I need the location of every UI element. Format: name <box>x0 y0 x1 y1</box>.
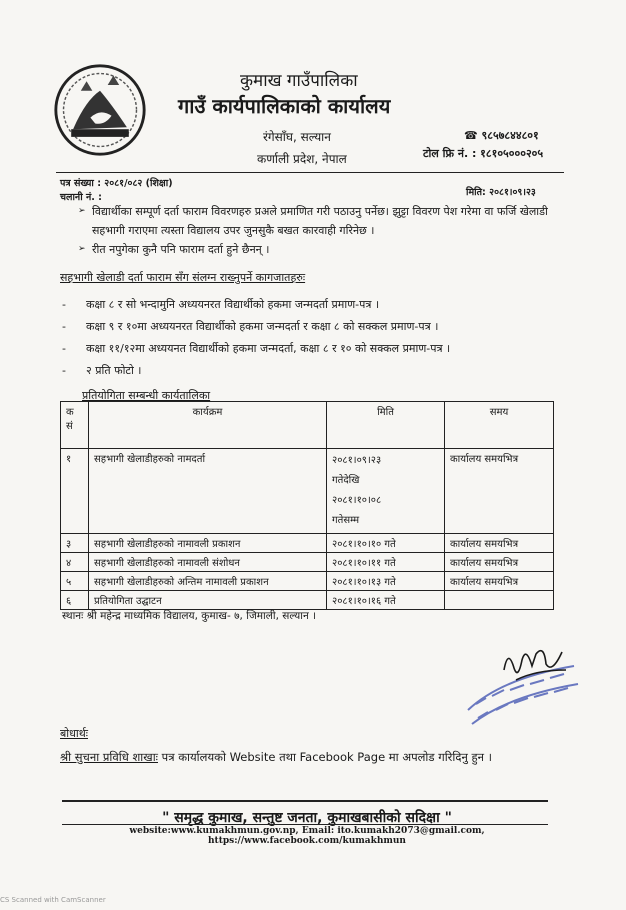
table-row: ५ सहभागी खेलाडीहरुको अन्तिम नामावली प्रकाशन २०८१।१०।१३ गते कार्यालय समयभित्र <box>61 572 554 591</box>
footer-divider-top <box>62 800 548 802</box>
venue-text: स्थानः श्री महेन्द्र माध्यमिक विद्यालय, कुमाख- ७, जिमाली, सल्यान । <box>62 610 317 622</box>
schedule-header-row <box>61 402 554 449</box>
table-row: ६ प्रतियोगिता उद्घाटन २०८१।१०।१६ गते <box>61 591 554 610</box>
documents-list <box>62 294 562 382</box>
date-header: मिति <box>327 402 445 449</box>
notice-text: पत्र कार्यालयको Website तथा Facebook Page मा अपलोड गरिदिनु हुन । <box>161 750 492 764</box>
government-emblem-logo <box>52 62 148 158</box>
toll-free-number: टोल फ्रि नं. : १८१०५०००२०५ <box>423 147 544 160</box>
arrow-bullet-icon: ➢ <box>78 206 86 216</box>
notice-recipient: श्री सुचना प्रविधि शाखाः <box>60 750 158 764</box>
footer-motto: " समृद्ध कुमाख, सन्तुष्ट जनता, कुमाखबासीको सदिक्षा " <box>162 810 452 826</box>
address-line-2: कर्णाली प्रदेश, नेपाल <box>257 152 347 166</box>
header-divider <box>56 172 564 173</box>
scanner-watermark: CS Scanned with CamScanner <box>0 896 106 904</box>
sn-header: क सं <box>61 402 89 449</box>
arrow-bullet-icon: ➢ <box>78 244 86 254</box>
time-header: समय <box>445 402 554 449</box>
documents-heading: सहभागी खेलाडी दर्ता फाराम सँग संलग्न राख्नुपर्ने कागजातहरुः <box>60 271 306 284</box>
office-name: गाउँ कार्यपालिकाको कार्यालय <box>178 94 391 118</box>
reference-number: पत्र संख्या : २०८१/०८२ (शिक्षा) <box>60 178 173 189</box>
notice-line <box>60 750 492 765</box>
address-line-1: रंगेसाँघ, सल्यान <box>263 130 331 144</box>
note-item: ➢ विद्यार्थीका सम्पूर्ण दर्ता फाराम विवरणहरु प्रअले प्रमाणित गरी पठाउनु पर्नेछ। झुट्टा विवरण पेश गरेमा वा फर्जि खेलाडी सहभागी गराएमा त्यस्ता विद्यालय उपर जुनसुकै बखत कारवाही गरिनेछ । <box>78 202 568 240</box>
table-row: ४ सहभागी खेलाडीहरुको नामावली संशोधन २०८१।१०।११ गते कार्यालय समयभित्र <box>61 553 554 572</box>
table-row: १ सहभागी खेलाडीहरुको नामदर्ता २०८१।०९।२३ गतेदेखि २०८१।१०।०८ गतेसम्म कार्यालय समयभित्र <box>61 449 554 534</box>
schedule-heading: प्रतियोगिता सम्बन्धी कार्यतालिका <box>82 389 211 402</box>
note-item: ➢ रीत नपुगेका कुनै पनि फाराम दर्ता हुने छैनन् । <box>78 240 568 259</box>
program-header: कार्यक्रम <box>89 402 327 449</box>
document-item: - २ प्रति फोटो । <box>62 364 142 377</box>
signature <box>496 640 570 692</box>
document-item: - कक्षा ११/१२मा अध्ययनत विद्यार्थीको हकमा जन्मदर्ता, कक्षा ८ र १० को सक्कल प्रमाण-पत्र । <box>62 342 451 355</box>
footer-contact: website:www.kumakhmun.gov.np, Email: ito.kumakh2073@gmail.com, https://www.facebook.com/kumakhmun <box>129 826 485 846</box>
municipality-name: कुमाख गाउँपालिका <box>240 71 358 91</box>
schedule-table <box>60 401 554 610</box>
document-item: - कक्षा ९ र १०मा अध्ययनरत विद्यार्थीको हकमा जन्मदर्ता र कक्षा ८ को सक्कल प्रमाण-पत्र । <box>62 320 439 333</box>
letter-date: मिति: २०८१।०९।२३ <box>466 187 536 198</box>
document-item: - कक्षा ८ र सो भन्दामुनि अध्ययनरत विद्यार्थीको हकमा जन्मदर्ता प्रमाण-पत्र । <box>62 298 380 311</box>
table-row: ३ सहभागी खेलाडीहरुको नामावली प्रकाशन २०८१।१०।१० गते कार्यालय समयभित्र <box>61 534 554 553</box>
notice-label: बोधार्थः <box>60 727 88 740</box>
footer-divider <box>62 824 548 825</box>
dispatch-number: चलानी नं. : <box>60 192 102 203</box>
phone-number: ☎ ९८५७८४४८०१ <box>464 129 539 142</box>
notes-list <box>78 202 568 259</box>
